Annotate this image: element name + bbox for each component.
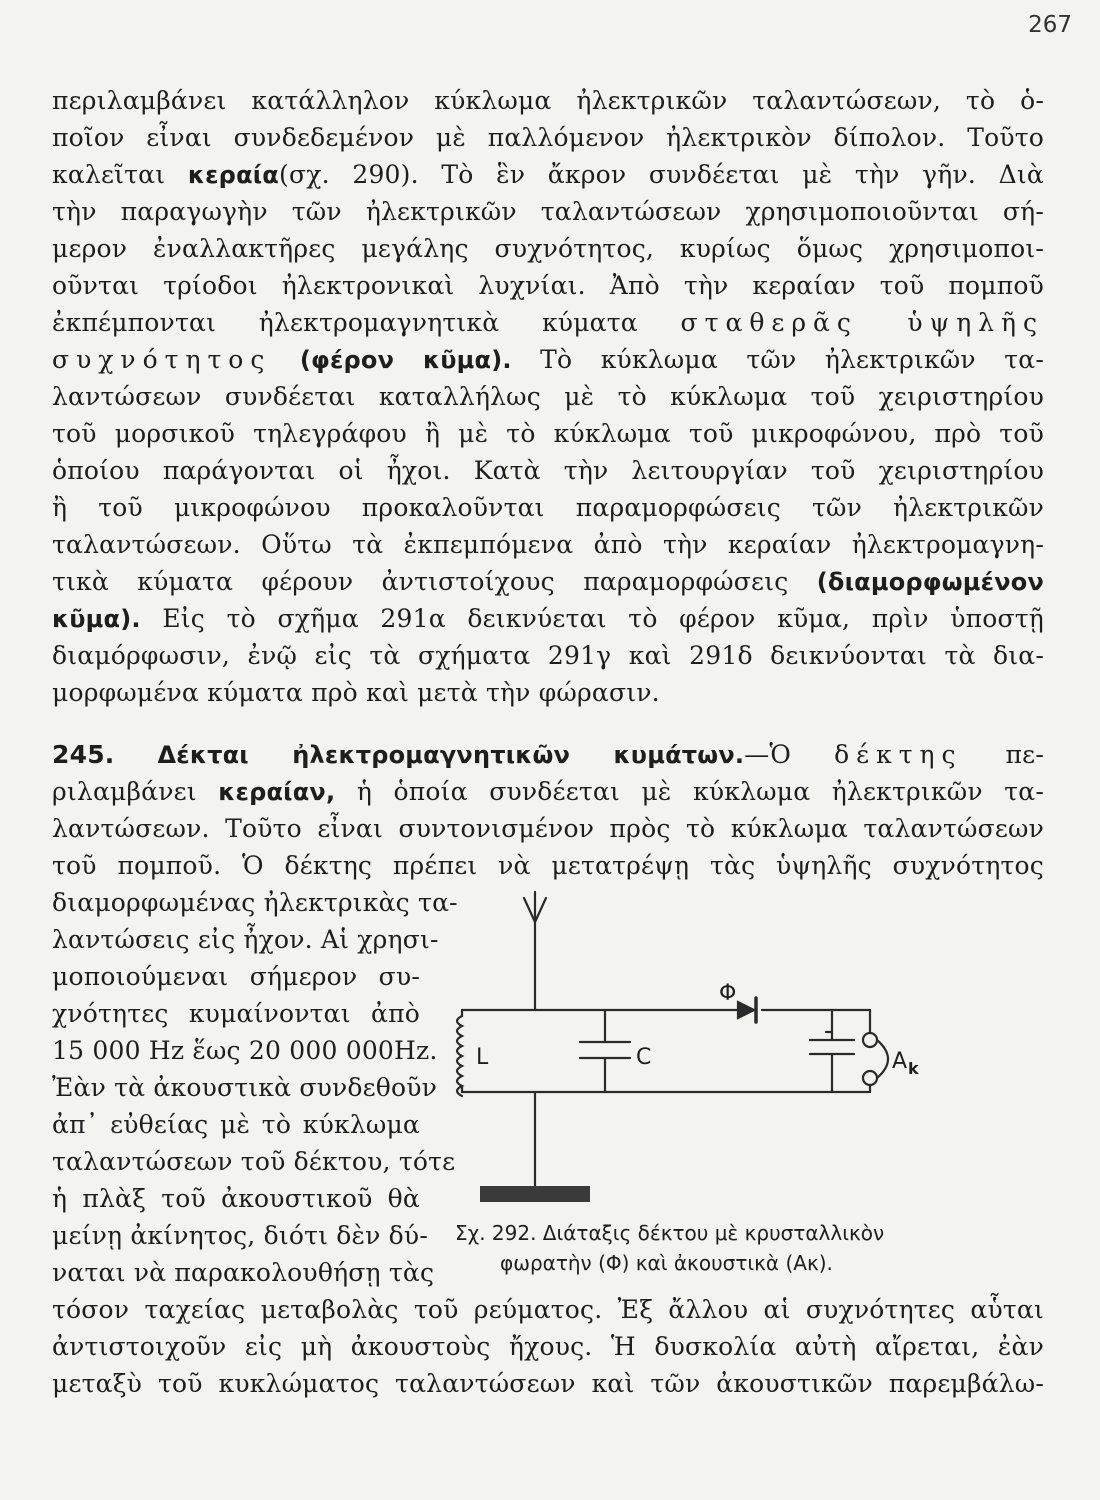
section-number: 245. bbox=[52, 740, 115, 769]
text-line: μεταξὺ τοῦ κυκλώματος ταλαντώσεων καὶ τῶν ἀκουστικῶν παρεμβάλω- bbox=[52, 1369, 1044, 1398]
bypass-capacitor-icon bbox=[810, 1010, 854, 1092]
text-line: χνότητες κυμαίνονται ἀπὸ bbox=[52, 999, 420, 1028]
text-line: τὴν παραγωγὴν τῶν ἠλεκτρικῶν ταλαντώσεων χρησιμοποιοῦνται σή- bbox=[52, 197, 1044, 226]
text-line: ποῖον εἶναι συνδεδεμένον μὲ παλλόμενον ἠλεκτρικὸν δίπολον. Τοῦτο bbox=[52, 123, 1044, 152]
text-line: ἡ πλὰξ τοῦ ἀκουστικοῦ θὰ bbox=[52, 1184, 420, 1213]
text-line: ταλαντώσεων τοῦ δέκτου, τότε bbox=[52, 1147, 456, 1176]
text-line: τοῦ πομποῦ. Ὁ δέκτης πρέπει νὰ μετατρέψῃ τὰς ὑψηλῆς συχνότητος bbox=[52, 851, 1044, 880]
antenna-icon bbox=[524, 892, 546, 1010]
text-line: ναται νὰ παρακολουθήσῃ τὰς bbox=[52, 1258, 435, 1287]
text-line: Ἐὰν τὰ ἀκουστικὰ συνδεθοῦν bbox=[52, 1073, 438, 1102]
text-line: ριλαμβάνει κεραίαν, ἡ ὁποία συνδέεται μὲ κύκλωμα ἠλεκτρικῶν τα- bbox=[52, 777, 1045, 806]
text-line: μορφωμένα κύματα πρὸ καὶ μετὰ τὴν φώρασιν. bbox=[52, 678, 660, 707]
text-line: μοποιούμεναι σήμερον συ- bbox=[52, 962, 420, 991]
text-line: διαμορφωμένας ἠλεκτρικὰς τα- bbox=[52, 888, 458, 917]
text-line: ἀπ᾽ εὐθείας μὲ τὸ κύκλωμα bbox=[52, 1110, 420, 1139]
receiver-circuit-diagram bbox=[440, 882, 960, 1222]
text-line: περιλαμβάνει κατάλληλον κύκλωμα ἠλεκτρικῶν ταλαντώσεων, τὸ ὁ- bbox=[52, 86, 1044, 115]
text-line: καλεῖται κεραία(σχ. 290). Τὸ ἓν ἄκρον συνδέεται μὲ τὴν γῆν. Διὰ bbox=[52, 160, 1044, 189]
label-C: C bbox=[636, 1045, 652, 1070]
label-Phi: Φ bbox=[719, 981, 737, 1006]
text-line: συχνότητος (φέρον κῦμα). Τὸ κύκλωμα τῶν ἠλεκτρικῶν τα- bbox=[52, 345, 1044, 374]
text-line: ἐκπέμπονται ἠλεκτρομαγνητικὰ κύματα σταθερᾶς ὑψηλῆς bbox=[52, 308, 1044, 337]
text-line: μερον ἐναλλακτῆρες μεγάλης συχνότητος, κυρίως ὅμως χρησιμοποι- bbox=[52, 234, 1044, 263]
crystal-detector-icon bbox=[738, 998, 756, 1022]
text-line: 15 000 Hz ἕως 20 000 000Hz. bbox=[52, 1036, 438, 1065]
section-title: Δέκται ἠλεκτρομαγνητικῶν κυμάτων. bbox=[157, 741, 745, 769]
text-line: λαντώσεων συνδέεται καταλλήλως μὲ τὸ κύκλωμα τοῦ χειριστηρίου bbox=[52, 382, 1044, 411]
bold-term: κῦμα). bbox=[52, 605, 141, 633]
figure-caption-line2: φωρατὴν (Φ) καὶ ἀκουστικὰ (Ακ). bbox=[500, 1251, 833, 1275]
bold-term: κεραίαν, bbox=[218, 778, 336, 806]
text-line: οῦνται τρίοδοι ἠλεκτρονικαὶ λυχνίαι. Ἀπὸ τὴν κεραίαν τοῦ πομποῦ bbox=[52, 271, 1044, 300]
text-line: κῦμα). Εἰς τὸ σχῆμα 291α δεικνύεται τὸ φέρον κῦμα, πρὶν ὑποστῇ bbox=[52, 604, 1044, 633]
page-number: 267 bbox=[1028, 12, 1072, 38]
spaced-term: δέκτης bbox=[834, 740, 963, 769]
coil-inductor-icon bbox=[457, 1010, 462, 1096]
text-line: ἢ τοῦ μικροφώνου προκαλοῦνται παραμορφώσεις τῶν ἠλεκτρικῶν bbox=[52, 493, 1044, 522]
ground-plate-icon bbox=[480, 1186, 590, 1202]
text-line: τοῦ μορσικοῦ τηλεγράφου ἢ μὲ τὸ κύκλωμα τοῦ μικροφώνου, πρὸ τοῦ bbox=[52, 419, 1044, 448]
label-k: k bbox=[908, 1059, 919, 1078]
text-line: τικὰ κύματα φέρουν ἀντιστοίχους παραμορφώσεις (διαμορφωμένον bbox=[52, 567, 1045, 596]
text-line: λαντώσεις εἰς ἦχον. Αἱ χρησι- bbox=[52, 925, 439, 954]
text-line: ταλαντώσεων. Οὕτω τὰ ἐκπεμπόμενα ἀπὸ τὴν κεραίαν ἠλεκτρομαγνη- bbox=[52, 530, 1044, 559]
spaced-term: σταθερᾶς ὑψηλῆς bbox=[680, 308, 1044, 337]
headphones-icon bbox=[863, 1010, 888, 1092]
label-L: L bbox=[476, 1045, 489, 1070]
bold-term: (διαμορφωμένον bbox=[816, 568, 1045, 596]
bold-term: κεραία bbox=[187, 161, 279, 189]
text-line: ὁποίου παράγονται οἱ ἦχοι. Κατὰ τὴν λειτουργίαν τοῦ χειριστηρίου bbox=[52, 456, 1044, 485]
spaced-term: συχνότητος bbox=[52, 345, 272, 374]
label-A: A bbox=[892, 1049, 908, 1074]
figure-caption-line1: Σχ. 292. Διάταξις δέκτου μὲ κρυσταλλικὸν bbox=[455, 1221, 885, 1245]
bold-term: (φέρον κῦμα). bbox=[299, 346, 512, 374]
text-line: ἀντιστοιχοῦν εἰς μὴ ἀκουστοὺς ἤχους. Ἡ δυσκολία αὐτὴ αἴρεται, ἐὰν bbox=[52, 1332, 1044, 1361]
section-heading: 245. Δέκται ἠλεκτρομαγνητικῶν κυμάτων.—Ὁ δέκτης πε- bbox=[52, 740, 1044, 769]
text-line: διαμόρφωσιν, ἐνῷ εἰς τὰ σχήματα 291γ καὶ 291δ δεικνύονται τὰ δια- bbox=[52, 641, 1044, 670]
text-line: τόσον ταχείας μεταβολὰς τοῦ ρεύματος. Ἐξ ἄλλου αἱ συχνότητες αὗται bbox=[52, 1295, 1044, 1324]
text-line: μείνῃ ἀκίνητος, διότι δὲν δύ- bbox=[52, 1221, 428, 1250]
capacitor-icon bbox=[580, 1010, 630, 1092]
text-line: λαντώσεων. Τοῦτο εἶναι συντονισμένον πρὸς τὸ κύκλωμα ταλαντώσεων bbox=[52, 814, 1044, 843]
